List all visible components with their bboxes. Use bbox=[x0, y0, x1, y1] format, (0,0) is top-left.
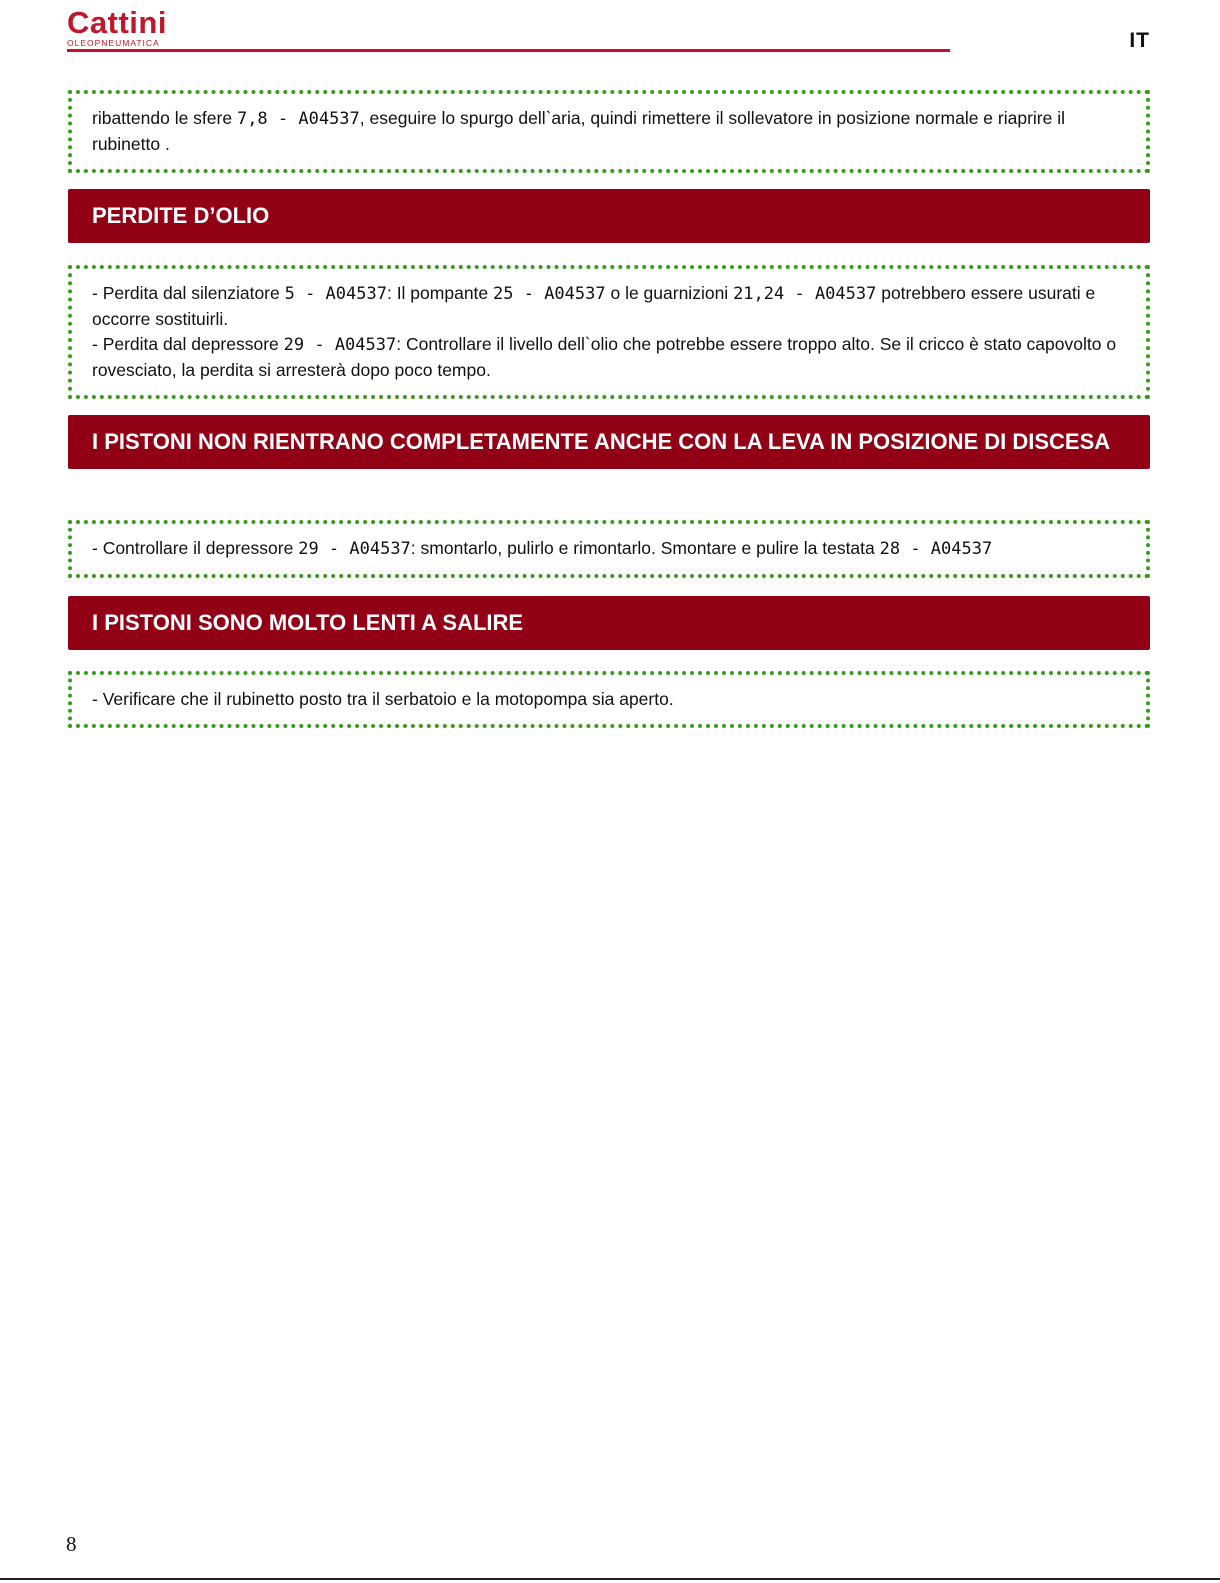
note-text: : Il pompante bbox=[386, 283, 494, 303]
part-reference: 29 - A04537 bbox=[283, 335, 397, 355]
part-reference: 7,8 - A04537 bbox=[236, 109, 360, 129]
note-box bbox=[68, 671, 1150, 728]
language-code: IT bbox=[1129, 29, 1150, 52]
note-box bbox=[68, 90, 1150, 173]
note-text: ribattendo le sfere bbox=[92, 108, 237, 128]
note-text: , eseguire lo spurgo dell`aria, quindi rimettere il sollevatore in posizione normale e riaprire il rubinetto . bbox=[92, 108, 1065, 154]
section-header-perdite-olio: PERDITE D’OLIO bbox=[68, 189, 1150, 243]
note-text: - Controllare il depressore bbox=[92, 538, 299, 558]
brand-logo bbox=[67, 5, 167, 48]
note-box bbox=[68, 520, 1150, 578]
note-text: potrebbero essere usurati e occorre sostituirli. bbox=[92, 283, 1096, 329]
note-text: o le guarnizioni bbox=[605, 283, 734, 303]
section-header-pistoni-lenti: I PISTONI SONO MOLTO LENTI A SALIRE bbox=[68, 596, 1150, 650]
part-reference: 28 - A04537 bbox=[879, 539, 993, 559]
brand-name: Cattini bbox=[67, 5, 167, 40]
part-reference: 5 - A04537 bbox=[284, 284, 387, 304]
section-header-pistoni-non-rientrano: I PISTONI NON RIENTRANO COMPLETAMENTE ANCHE CON LA LEVA IN POSIZIONE DI DISCESA bbox=[68, 415, 1150, 469]
note-text: - Perdita dal depressore bbox=[92, 334, 284, 354]
part-reference: 21,24 - A04537 bbox=[733, 284, 877, 304]
note-text: - Verificare che il rubinetto posto tra il serbatoio e la motopompa sia aperto. bbox=[92, 689, 674, 709]
brand-subtitle: OLEOPNEUMATICA bbox=[67, 38, 160, 48]
header-divider bbox=[67, 49, 950, 52]
page-number: 8 bbox=[66, 1532, 77, 1556]
note-box bbox=[68, 265, 1150, 399]
footer-rule bbox=[0, 1578, 1220, 1580]
note-text: : smontarlo, pulirlo e rimontarlo. Smontare e pulire la testata bbox=[410, 538, 880, 558]
note-text: - Perdita dal silenziatore bbox=[92, 283, 285, 303]
note-text: : Controllare il livello dell`olio che potrebbe essere troppo alto. Se il cricco è stato capovolto o rovesciato, la perdita si arresterà dopo poco tempo. bbox=[92, 334, 1117, 380]
part-reference: 29 - A04537 bbox=[298, 539, 411, 559]
part-reference: 25 - A04537 bbox=[493, 284, 606, 304]
